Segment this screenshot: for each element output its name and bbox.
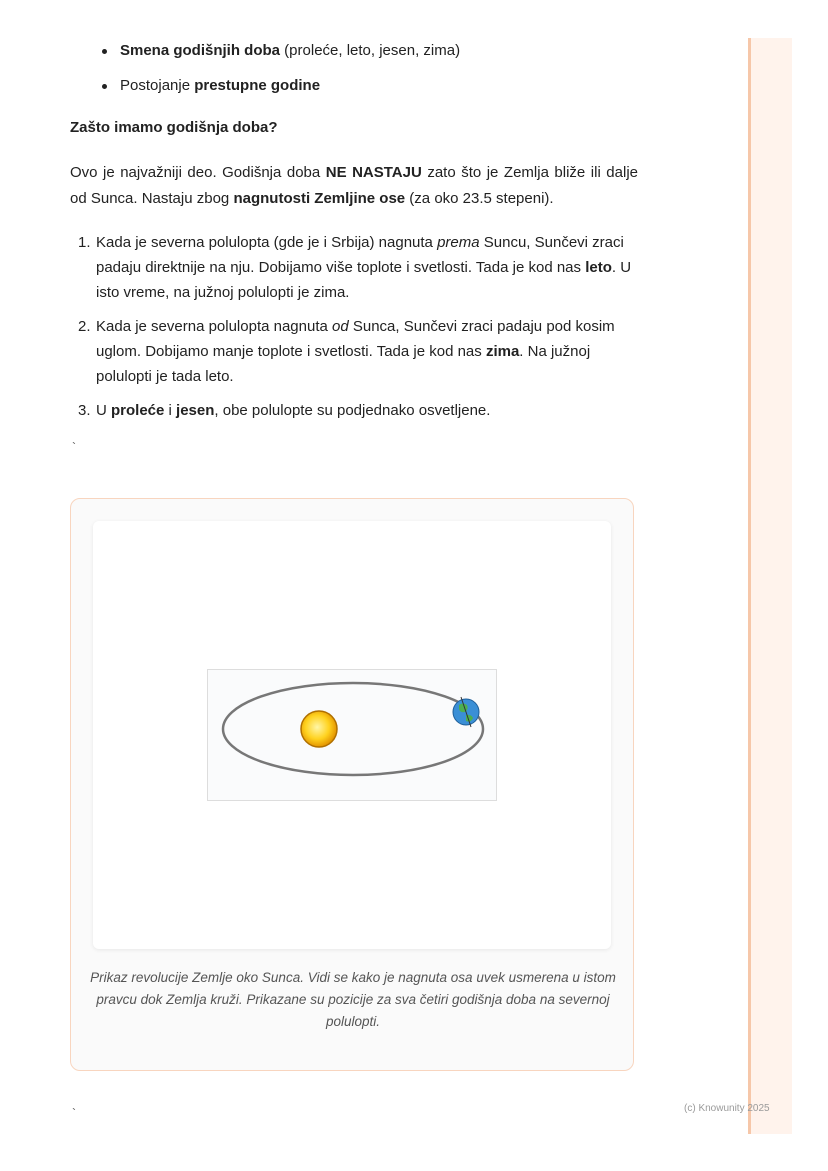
list-number: 2. <box>78 318 91 335</box>
intro-paragraph: Ovo je najvažniji deo. Godišnja doba NE NASTAJU zato što je Zemlja bliže ili dalje od Sunca. Nastaju zbog nagnutosti Zemljine ose (za oko 23.5 stepeni). <box>70 164 638 207</box>
bullet-text: (proleće, leto, jesen, zima) <box>280 42 461 59</box>
list-number: 3. <box>78 402 91 419</box>
stray-tick-mark: ` <box>72 1106 76 1120</box>
list-item: 3. U proleće i jesen, obe polulopte su podjednako osvetljene. <box>78 398 638 423</box>
list-item: 2. Kada je severna polulopta nagnuta od Sunca, Sunčevi zraci padaju pod kosim uglom. Dobijamo manje toplote i svetlosti. Tada je kod nas zima. Na južnoj polulopti je tada leto. <box>78 314 638 389</box>
illustration-frame <box>208 670 497 801</box>
figure-box <box>70 498 634 1071</box>
bullet-bold: Smena godišnjih doba <box>120 42 281 59</box>
stray-tick-mark: ` <box>72 440 76 454</box>
list-item: 1. Kada je severna polulopta (gde je i Srbija) nagnuta prema Suncu, Sunčevi zraci padaju direktnije na nju. Dobijamo više toplote i svetlosti. Tada je kod nas leto. U isto vreme, na južnoj polulopti je zima. <box>78 230 638 305</box>
figure-card <box>93 521 611 949</box>
side-stripe <box>748 38 792 1134</box>
orbit-illustration <box>207 669 499 803</box>
list-number: 1. <box>78 234 91 251</box>
bullet-item <box>100 75 460 110</box>
section-heading: Zašto imamo godišnja doba? <box>70 119 278 136</box>
numbered-list <box>78 230 638 432</box>
figure-caption: Prikaz revolucije Zemlje oko Sunca. Vidi se kako je nagnuta osa uvek usmerena u istom pravcu dok Zemlja kruži. Prikazane su pozicije za sva četiri godišnja doba na severnoj polulopti. <box>90 970 616 1029</box>
bullet-list <box>100 40 460 110</box>
side-accent-line <box>748 38 751 1134</box>
sun-icon <box>301 711 337 747</box>
footer-copyright: (c) Knowunity 2025 <box>684 1103 770 1114</box>
bullet-item <box>100 40 460 75</box>
bullet-text: Postojanje <box>120 77 195 94</box>
bullet-bold: prestupne godine <box>194 77 321 94</box>
